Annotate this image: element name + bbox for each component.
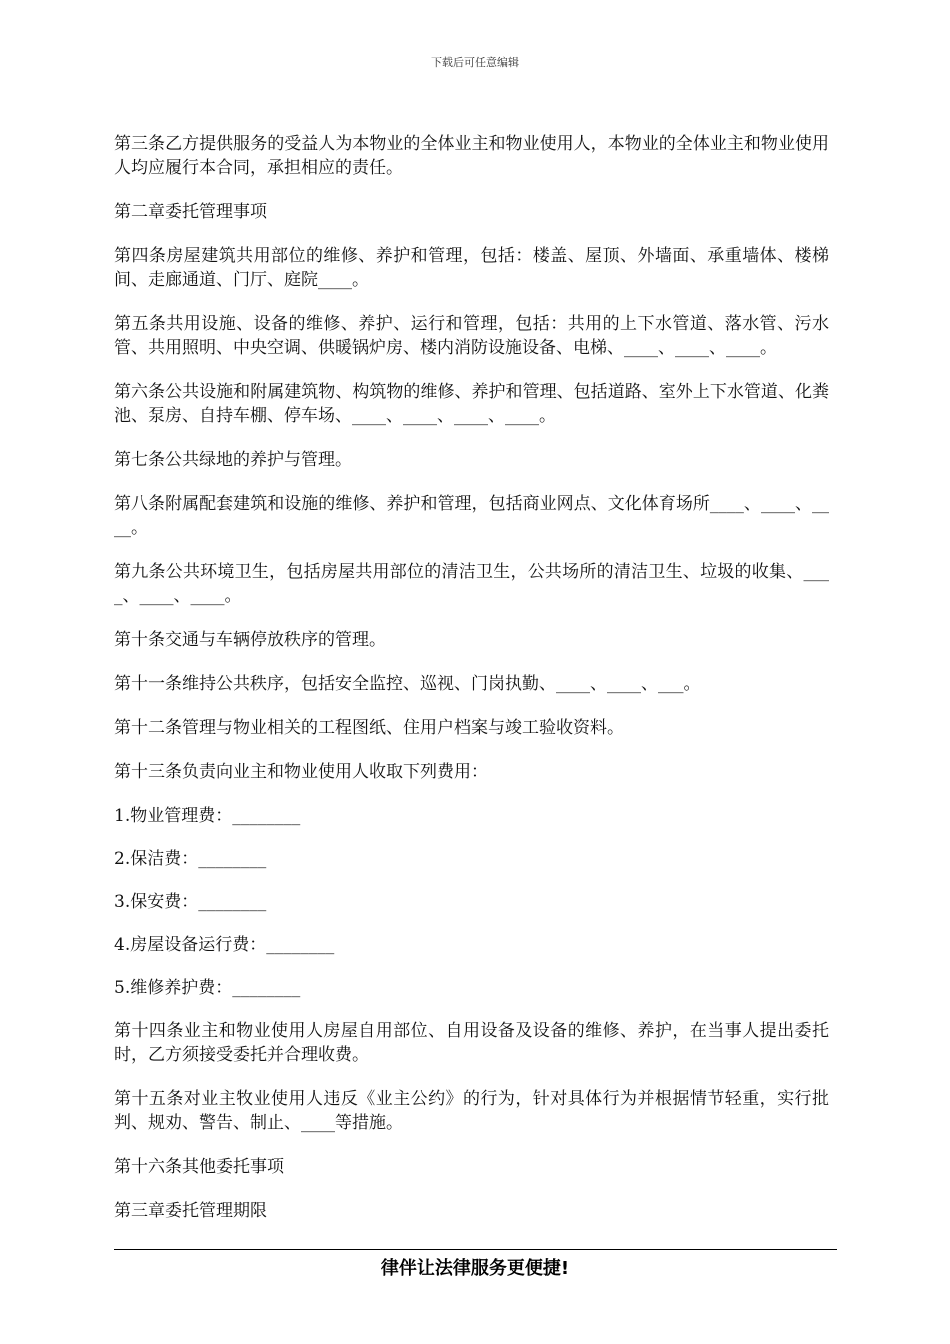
clause-7: 第七条公共绿地的养护与管理。 [114, 450, 352, 470]
clause-4: 第四条房屋建筑共用部位的维修、养护和管理，包括：楼盖、屋顶、外墙面、承重墙体、楼梯间、走廊通道、门厅、庭院____。 [114, 246, 829, 290]
fee-item-5: 5.维修养护费：________ [114, 978, 301, 998]
chapter-3-heading: 第三章委托管理期限 [114, 1201, 267, 1221]
page-header: 下载后可任意编辑 [431, 56, 519, 69]
document-body [114, 132, 829, 1243]
clause-6: 第六条公共设施和附属建筑物、构筑物的维修、养护和管理、包括道路、室外上下水管道、化粪池、泵房、自持车棚、停车场、____、____、____、____。 [114, 382, 829, 426]
clause-3: 第三条乙方提供服务的受益人为本物业的全体业主和物业使用人，本物业的全体业主和物业使用人均应履行本合同，承担相应的责任。 [114, 134, 829, 178]
fee-item-2: 2.保洁费：________ [114, 849, 267, 869]
clause-11: 第十一条维持公共秩序，包括安全监控、巡视、门岗执勤、____、____、___。 [114, 674, 701, 694]
clause-16: 第十六条其他委托事项 [114, 1157, 284, 1177]
clause-9: 第九条公共环境卫生，包括房屋共用部位的清洁卫生，公共场所的清洁卫生、垃圾的收集、____、____、____。 [114, 562, 829, 606]
clause-10: 第十条交通与车辆停放秩序的管理。 [114, 630, 386, 650]
chapter-2-heading: 第二章委托管理事项 [114, 202, 267, 222]
fee-item-4: 4.房屋设备运行费：________ [114, 935, 335, 955]
clause-13: 第十三条负责向业主和物业使用人收取下列费用： [114, 762, 488, 782]
clause-5: 第五条共用设施、设备的维修、养护、运行和管理，包括：共用的上下水管道、落水管、污水管、共用照明、中央空调、供暖锅炉房、楼内消防设施设备、电梯、____、____、____。 [114, 314, 829, 358]
clause-14: 第十四条业主和物业使用人房屋自用部位、自用设备及设备的维修、养护，在当事人提出委托时，乙方须接受委托并合理收费。 [114, 1021, 829, 1065]
fee-item-3: 3.保安费：________ [114, 892, 267, 912]
clause-12: 第十二条管理与物业相关的工程图纸、住用户档案与竣工验收资料。 [114, 718, 624, 738]
fee-item-1: 1.物业管理费：________ [114, 806, 301, 826]
footer-divider [114, 1249, 837, 1250]
footer-slogan: 律伴让法律服务更便捷! [380, 1258, 570, 1279]
clause-8: 第八条附属配套建筑和设施的维修、养护和管理，包括商业网点、文化体育场所____、____、____。 [114, 494, 829, 538]
clause-15: 第十五条对业主牧业使用人违反《业主公约》的行为，针对具体行为并根据情节轻重，实行批判、规劝、警告、制止、____等措施。 [114, 1089, 829, 1133]
